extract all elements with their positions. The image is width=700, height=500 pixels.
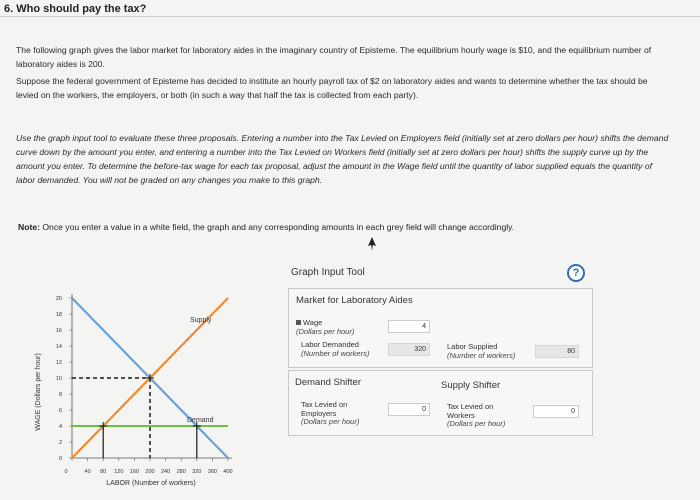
y-tick-label: 16 bbox=[55, 328, 62, 334]
y-tick-label: 6 bbox=[58, 408, 62, 414]
wage-label: Wage bbox=[303, 318, 323, 327]
x-tick-label: 160 bbox=[129, 469, 139, 475]
note-text: Once you enter a value in a white field, the graph and any corresponding amounts in each grey field will change accordingly. bbox=[39, 222, 515, 232]
question-title: 6. Who should pay the tax? bbox=[4, 3, 147, 15]
x-axis-label: LABOR (Number of workers) bbox=[106, 480, 196, 487]
x-tick-label: 200 bbox=[145, 469, 155, 475]
y-tick-label: 4 bbox=[58, 424, 62, 430]
y-tick-label: 2 bbox=[58, 440, 62, 446]
help-icon[interactable]: ? bbox=[567, 264, 585, 282]
mouse-cursor-icon bbox=[366, 237, 378, 251]
tax-workers-field[interactable]: 0 bbox=[533, 405, 579, 418]
labor-supplied-label: Labor Supplied bbox=[447, 342, 498, 351]
labor-market-graph[interactable] bbox=[0, 280, 270, 500]
tax-workers-label-1: Tax Levied on bbox=[447, 402, 494, 411]
y-tick-label: 10 bbox=[55, 376, 62, 382]
labor-demanded-label: Labor Demanded bbox=[301, 340, 359, 349]
tax-workers-group bbox=[447, 403, 505, 429]
y-tick-label: 8 bbox=[58, 392, 62, 398]
y-tick-label: 18 bbox=[55, 312, 62, 318]
wage-sublabel: (Dollars per hour) bbox=[296, 326, 355, 336]
tax-employers-group bbox=[301, 401, 359, 427]
market-title: Market for Laboratory Aides bbox=[296, 295, 413, 306]
y-tick-label: 12 bbox=[55, 360, 62, 366]
y-tick-label: 20 bbox=[55, 296, 62, 302]
x-tick-label: 360 bbox=[207, 469, 217, 475]
x-tick-label: 240 bbox=[161, 469, 171, 475]
tax-employers-label-2: Employers bbox=[301, 408, 337, 418]
labor-supplied-sublabel: (Number of workers) bbox=[447, 350, 516, 360]
x-tick-label: 400 bbox=[223, 469, 233, 475]
labor-demanded-field: 320 bbox=[388, 343, 430, 356]
x-tick-label: 120 bbox=[114, 469, 124, 475]
instructions-paragraph: Use the graph input tool to evaluate these three proposals. Entering a number into the Tax Levied on Employers field (initially set at zero dollars per hour) shifts the demand curve down by the amount you enter, and entering a number into the Tax Levied on Workers field (initially set at zero dollars per hour) shifts the supply curve up by the amount you enter. To determine the before-tax wage for each tax proposal, adjust the amount in the Wage field until the quantity of labor supplied equals the quantity of labor demanded. You will not be graded on any changes you make to this graph. bbox=[16, 133, 669, 185]
labor-demanded-group bbox=[301, 341, 369, 358]
tax-employers-field[interactable]: 0 bbox=[388, 403, 430, 416]
labor-supplied-field: 80 bbox=[535, 345, 579, 358]
y-tick-label: 14 bbox=[55, 344, 62, 350]
tax-employers-sublabel: (Dollars per hour) bbox=[301, 417, 360, 426]
tool-title: Graph Input Tool bbox=[291, 267, 365, 278]
tax-employers-label-1: Tax Levied on bbox=[301, 400, 348, 409]
labor-demanded-sublabel: (Number of workers) bbox=[301, 348, 370, 358]
note-paragraph bbox=[18, 220, 673, 234]
intro-paragraph: The following graph gives the labor market for laboratory aides in the imaginary country of Episteme. The equilibrium hourly wage is $10, and the equilibrium number of laboratory aides is 200. bbox=[16, 45, 652, 69]
x-tick-label: 0 bbox=[64, 469, 68, 475]
x-tick-label: 80 bbox=[100, 469, 107, 475]
tax-workers-label-2: Workers bbox=[447, 410, 475, 420]
note-label: Note: bbox=[18, 222, 40, 232]
x-tick-label: 280 bbox=[176, 469, 186, 475]
wage-marker-icon bbox=[296, 320, 301, 325]
wage-label-group bbox=[296, 319, 354, 336]
demand-shifter-title: Demand Shifter bbox=[295, 377, 362, 388]
demand-curve-label: Demand bbox=[187, 417, 214, 424]
x-tick-label: 40 bbox=[84, 469, 91, 475]
divider bbox=[0, 16, 700, 17]
wage-field[interactable]: 4 bbox=[388, 320, 430, 333]
shifter-panel bbox=[288, 370, 593, 436]
y-tick-label: 0 bbox=[58, 456, 62, 462]
supply-shifter-title: Supply Shifter bbox=[441, 380, 501, 391]
chart-svg[interactable] bbox=[0, 280, 270, 500]
labor-supplied-group bbox=[447, 343, 515, 360]
supply-curve-label: Supply bbox=[190, 317, 212, 324]
tax-paragraph: Suppose the federal government of Episteme has decided to institute an hourly payroll tax of $2 on laboratory aides and wants to determine whether the tax should be levied on the workers, the employers, or both (in such a way that half the tax is collected from each party). bbox=[16, 76, 648, 100]
market-panel bbox=[288, 288, 593, 368]
tax-workers-sublabel: (Dollars per hour) bbox=[447, 419, 506, 428]
y-axis-label: WAGE (Dollars per hour) bbox=[35, 353, 42, 431]
x-tick-label: 320 bbox=[192, 469, 202, 475]
